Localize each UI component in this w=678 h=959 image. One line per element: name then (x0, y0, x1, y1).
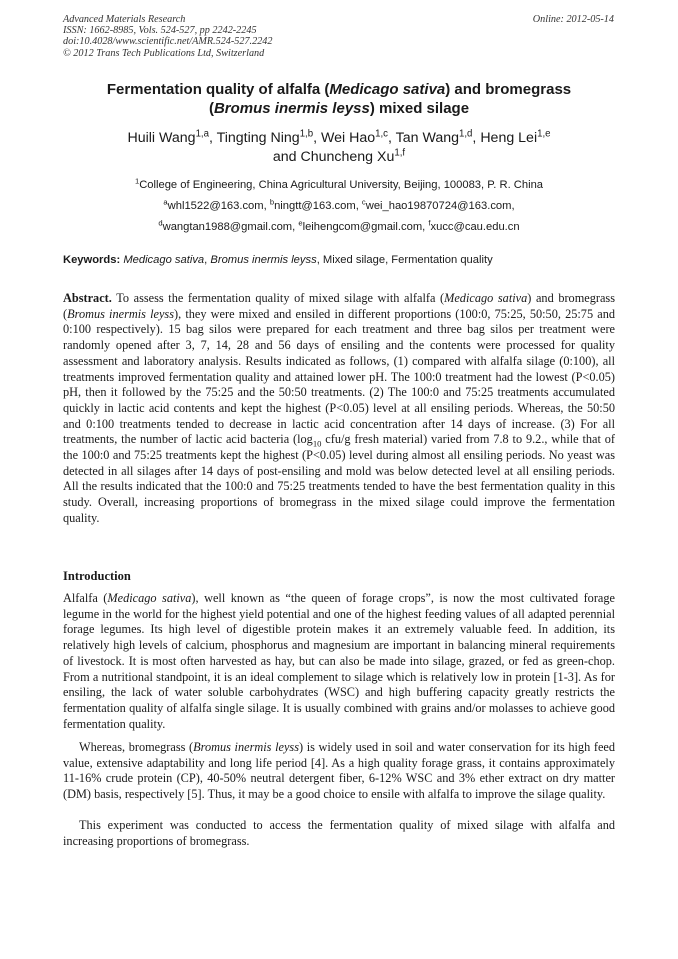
affiliation-block (60, 175, 618, 238)
issn-line: ISSN: 1662-8985, Vols. 524-527, pp 2242-2245 (63, 25, 257, 37)
email[interactable]: $^c$wei_hao19870724@163.com, (361, 197, 515, 212)
title-text: ( (208, 100, 214, 117)
introduction-heading: Introduction (63, 569, 131, 583)
title-species-2: Bromus inermis leyss (213, 100, 370, 117)
copyright-line: © 2012 Trans Tech Publications Ltd, Switzerland (63, 47, 265, 59)
author: Huili Wang$^{1,a}$, (127, 128, 217, 146)
author: Heng Lei$^{1,e}$ (480, 128, 551, 146)
title-text: Fermentation quality of alfalfa ( (106, 81, 330, 98)
email[interactable]: $^b$ningtt@163.com, (269, 197, 362, 212)
intro-paragraph-2: Whereas, bromegrass (Bromus inermis leyss) is widely used in soil and water conservation for its high feed value, extensive adaptability and long life period [4]. As a high quality forage grass, it contains approximately 11-16% crude protein (CP), 40-50% neutral detergent fiber, 6-12% WSC and 3% ether extract on dry matter (DM) basis, respectively [5]. Thus, it may be a good choice to ensile with alfalfa to improve the silage quality. (63, 740, 616, 802)
author: Wei Hao$^{1,c}$, (320, 128, 396, 146)
author: and Chuncheng Xu$^{1,f}$ (272, 147, 406, 165)
email[interactable]: $^d$wangtan1988@gmail.com, (158, 218, 299, 233)
abstract-label: Abstract. (63, 291, 112, 305)
keywords-label: Keywords: (63, 254, 121, 266)
author: Tan Wang$^{1,d}$, (395, 128, 481, 146)
abstract: Abstract. To assess the fermentation quality of mixed silage with alfalfa (Medicago sativa) and bromegrass (Bromus inermis leyss), they were mixed and ensiled in different proportions (100:0, 75:25, 50:50, 25:75 and 0:100 respectively). 15 bag silos were prepared for each treatment and three bag silos per treatment were randomly opened after 3, 7, 14, 28 and 56 days of ensiling and the contents were processed for quality assessment and laboratory analysis. Results indicated as follows, (1) compared with alfalfa silage (0:100), all treatments improved fermentation quality and attained lower pH. The 100:0 treatment had the lowest (P<0.05) pH, then it followed by the 75:25 and the 50:50 treatments. (2) The 100:0 and 75:25 treatments accumulated quickly in lactic acid contents and kept the highest (P<0.05) level at all ensiling periods. Whereas, the 50:50 and 0:100 treatments tended to decrease in lactic acid concentration after 14 days of increase. (3) For all treatments, the number of lactic acid bacteria ($\log_{10}$ cfu/g fresh material) varied from 7.8 to 9.2., while that of the 100:0 and 75:25 treatments kept the highest (P<0.05) level during almost all ensiling periods. No yeast was detected in all silages after 14 days of post-ensiling and mold was below detected level at all ensiling periods. All the results indicated that the 100:0 and 75:25 treatments tended to have the best fermentation quality in this study. Overall, increasing proportions of bromegrass in the mixed silage could improve the fermentation quality. (63, 291, 616, 525)
journal-header (63, 14, 272, 59)
keyword: Medicago sativa (123, 254, 205, 266)
email-line-2 (60, 217, 618, 238)
email[interactable]: $^a$whl1522@163.com, (163, 197, 270, 212)
paper-title (60, 80, 618, 118)
keyword: Bromus inermis leyss (210, 254, 317, 266)
online-date: Online: 2012-05-14 (532, 14, 614, 25)
title-text: ) mixed silage (369, 100, 470, 117)
email[interactable]: $^f$xucc@cau.edu.cn (428, 218, 520, 233)
email-line-1 (60, 196, 618, 217)
author: Tingting Ning$^{1,b}$, (216, 128, 321, 146)
title-species-1: Medicago sativa (329, 81, 446, 98)
title-text: ) and bromegrass (445, 81, 572, 98)
keywords: Keywords: Medicago sativa, Bromus inermis leyss, Mixed silage, Fermentation quality (63, 254, 493, 266)
email[interactable]: $^e$leihengcom@gmail.com, (298, 218, 429, 233)
affiliation: $^1$College of Engineering, China Agricultural University, Beijing, 100083, P. R. China (134, 176, 544, 191)
keyword-rest: , Mixed silage, Fermentation quality (316, 254, 493, 266)
journal-name: Advanced Materials Research (63, 14, 186, 25)
intro-paragraph-1: Alfalfa (Medicago sativa), well known as “the queen of forage crops”, is now the most cultivated forage legume in the world for the highest yield potential and one of the highest feeding values of all adapted perennial forage legumes. Its high level of digestible protein makes it an extremely valuable feed. In addition, its relatively high levels of calcium, phosphorus and magnesium are important in balancing mineral requirements of livestock. It is most often harvested as hay, but can also be made into silage, grazed, or fed as green-chop. From a nutritional standpoint, it is an ideal complement to silage which is relatively low in protein [1-3]. As for ensiling, the lack of water soluble carbohydrates (WSC) and high buffering capacity greatly restricts the fermentation quality of alfalfa single silage. It is usually combined with grains and/or molasses to achieve good fermentation quality. (63, 591, 615, 731)
intro-paragraph-3: This experiment was conducted to access the fermentation quality of mixed silage with alfalfa and increasing proportions of bromegrass. (63, 818, 615, 848)
author-list (60, 129, 618, 167)
doi-line[interactable]: doi:10.4028/www.scientific.net/AMR.524-527.2242 (63, 36, 273, 48)
